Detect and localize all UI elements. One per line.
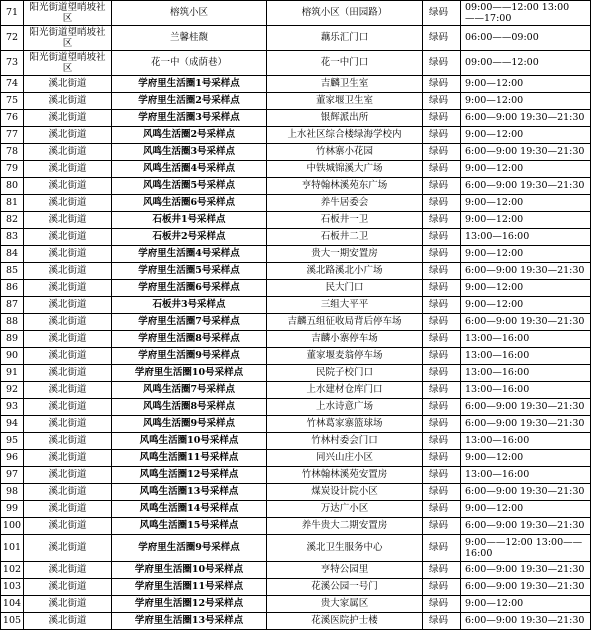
- time-cell: 9:00—12:00: [461, 195, 591, 212]
- health-code-cell: 绿码: [423, 195, 461, 212]
- row-number: 76: [1, 110, 24, 127]
- row-number: 94: [1, 416, 24, 433]
- site-cell: 学府里生活圈10号采样点: [112, 562, 267, 579]
- location-cell: 银辉派出所: [267, 110, 423, 127]
- table-row: [1, 297, 591, 314]
- site-cell: 风鸣生活圈3号采样点: [112, 144, 267, 161]
- location-cell: 上水建材仓库门口: [267, 382, 423, 399]
- site-cell: 榕筑小区: [112, 1, 267, 26]
- site-cell: 学府里生活圈11号采样点: [112, 579, 267, 596]
- time-cell: 6:00—9:00 19:30—21:30: [461, 263, 591, 280]
- site-cell: 风鸣生活圈5号采样点: [112, 178, 267, 195]
- location-cell: 亨特翰林溪苑东广场: [267, 178, 423, 195]
- time-cell: 13:00—16:00: [461, 365, 591, 382]
- location-cell: 吉麟五组征收局背后停车场: [267, 314, 423, 331]
- street-cell: 溪北街道: [24, 76, 112, 93]
- table-row: [1, 263, 591, 280]
- time-cell: 6:00—9:00 19:30—21:30: [461, 562, 591, 579]
- site-cell: 学府里生活圈7号采样点: [112, 314, 267, 331]
- location-cell: 竹林葛家寨篮球场: [267, 416, 423, 433]
- site-cell: 学府里生活圈1号采样点: [112, 76, 267, 93]
- row-number: 90: [1, 348, 24, 365]
- table-row: [1, 467, 591, 484]
- street-cell: 溪北街道: [24, 613, 112, 630]
- health-code-cell: 绿码: [423, 1, 461, 26]
- time-cell: 13:00—16:00: [461, 331, 591, 348]
- street-cell: 溪北街道: [24, 579, 112, 596]
- time-cell: 9:00—12:00: [461, 93, 591, 110]
- site-cell: 风鸣生活圈14号采样点: [112, 501, 267, 518]
- street-cell: 溪北街道: [24, 433, 112, 450]
- site-cell: 学府里生活圈12号采样点: [112, 596, 267, 613]
- time-cell: 09:00——12:00: [461, 51, 591, 76]
- site-cell: 兰馨桂馥: [112, 26, 267, 51]
- table-row: [1, 26, 591, 51]
- time-cell: 13:00—16:00: [461, 467, 591, 484]
- time-cell: 9:00—12:00: [461, 76, 591, 93]
- row-number: 81: [1, 195, 24, 212]
- site-cell: 学府里生活圈9号采样点: [112, 348, 267, 365]
- street-cell: 溪北街道: [24, 450, 112, 467]
- location-cell: 花溪医院护士楼: [267, 613, 423, 630]
- row-number: 85: [1, 263, 24, 280]
- row-number: 105: [1, 613, 24, 630]
- table-row: [1, 562, 591, 579]
- row-number: 78: [1, 144, 24, 161]
- street-cell: 溪北街道: [24, 596, 112, 613]
- location-cell: 藕乐汇门口: [267, 26, 423, 51]
- health-code-cell: 绿码: [423, 178, 461, 195]
- time-cell: 6:00—9:00 19:30—21:30: [461, 144, 591, 161]
- time-cell: 13:00—16:00: [461, 229, 591, 246]
- location-cell: 民院子校门口: [267, 365, 423, 382]
- location-cell: 花一中门口: [267, 51, 423, 76]
- health-code-cell: 绿码: [423, 382, 461, 399]
- table-row: [1, 331, 591, 348]
- row-number: 84: [1, 246, 24, 263]
- location-cell: 吉麟小寨停车场: [267, 331, 423, 348]
- street-cell: 溪北街道: [24, 93, 112, 110]
- street-cell: 溪北街道: [24, 110, 112, 127]
- time-cell: 6:00—9:00 19:30—21:30: [461, 484, 591, 501]
- street-cell: 溪北街道: [24, 246, 112, 263]
- table-row: [1, 195, 591, 212]
- street-cell: 溪北街道: [24, 280, 112, 297]
- site-cell: 石板井2号采样点: [112, 229, 267, 246]
- table-row: [1, 127, 591, 144]
- site-cell: 风鸣生活圈2号采样点: [112, 127, 267, 144]
- site-cell: 学府里生活圈2号采样点: [112, 93, 267, 110]
- time-cell: 9:00—12:00: [461, 127, 591, 144]
- table-row: [1, 416, 591, 433]
- location-cell: 花溪公园一号门: [267, 579, 423, 596]
- health-code-cell: 绿码: [423, 161, 461, 178]
- location-cell: 同兴山庄小区: [267, 450, 423, 467]
- row-number: 77: [1, 127, 24, 144]
- street-cell: 溪北街道: [24, 518, 112, 535]
- row-number: 73: [1, 51, 24, 76]
- row-number: 95: [1, 433, 24, 450]
- street-cell: 阳光街道望哨坡社区: [24, 1, 112, 26]
- row-number: 82: [1, 212, 24, 229]
- row-number: 71: [1, 1, 24, 26]
- health-code-cell: 绿码: [423, 51, 461, 76]
- site-cell: 风鸣生活圈15号采样点: [112, 518, 267, 535]
- row-number: 86: [1, 280, 24, 297]
- row-number: 93: [1, 399, 24, 416]
- row-number: 87: [1, 297, 24, 314]
- street-cell: 溪北街道: [24, 127, 112, 144]
- location-cell: 榕筑小区（田园路）: [267, 1, 423, 26]
- row-number: 104: [1, 596, 24, 613]
- time-cell: 13:00—16:00: [461, 382, 591, 399]
- street-cell: 溪北街道: [24, 178, 112, 195]
- health-code-cell: 绿码: [423, 416, 461, 433]
- row-number: 83: [1, 229, 24, 246]
- table-row: [1, 535, 591, 562]
- location-cell: 董家堰麦翁停车场: [267, 348, 423, 365]
- row-number: 97: [1, 467, 24, 484]
- site-cell: 风鸣生活圈10号采样点: [112, 433, 267, 450]
- health-code-cell: 绿码: [423, 314, 461, 331]
- time-cell: 9:00——12:00 13:00—— 16:00: [461, 535, 591, 562]
- health-code-cell: 绿码: [423, 433, 461, 450]
- table-row: [1, 144, 591, 161]
- street-cell: 阳光街道望哨坡社区: [24, 26, 112, 51]
- time-cell: 09:00——12:00 13:00——17:00: [461, 1, 591, 26]
- street-cell: 溪北街道: [24, 382, 112, 399]
- site-cell: 学府里生活圈3号采样点: [112, 110, 267, 127]
- street-cell: 溪北街道: [24, 314, 112, 331]
- location-cell: 民大门口: [267, 280, 423, 297]
- street-cell: 溪北街道: [24, 144, 112, 161]
- site-cell: 风鸣生活圈6号采样点: [112, 195, 267, 212]
- location-cell: 溪北卫生服务中心: [267, 535, 423, 562]
- table-row: [1, 178, 591, 195]
- time-cell: 9:00—12:00: [461, 297, 591, 314]
- street-cell: 溪北街道: [24, 297, 112, 314]
- site-cell: 学府里生活圈13号采样点: [112, 613, 267, 630]
- health-code-cell: 绿码: [423, 110, 461, 127]
- table-row: [1, 596, 591, 613]
- table-row: [1, 399, 591, 416]
- location-cell: 亨特公园里: [267, 562, 423, 579]
- health-code-cell: 绿码: [423, 467, 461, 484]
- street-cell: 溪北街道: [24, 416, 112, 433]
- time-cell: 6:00—9:00 19:30—21:30: [461, 178, 591, 195]
- street-cell: 溪北街道: [24, 263, 112, 280]
- location-cell: 煤炭设计院小区: [267, 484, 423, 501]
- site-cell: 风鸣生活圈8号采样点: [112, 399, 267, 416]
- street-cell: 溪北街道: [24, 331, 112, 348]
- health-code-cell: 绿码: [423, 144, 461, 161]
- street-cell: 溪北街道: [24, 562, 112, 579]
- site-cell: 学府里生活圈4号采样点: [112, 246, 267, 263]
- row-number: 89: [1, 331, 24, 348]
- street-cell: 阳光街道望哨坡社区: [24, 51, 112, 76]
- health-code-cell: 绿码: [423, 518, 461, 535]
- location-cell: 石板井二卫: [267, 229, 423, 246]
- health-code-cell: 绿码: [423, 93, 461, 110]
- site-cell: 石板井3号采样点: [112, 297, 267, 314]
- site-cell: 风鸣生活圈12号采样点: [112, 467, 267, 484]
- street-cell: 溪北街道: [24, 467, 112, 484]
- location-cell: 竹林寨小花园: [267, 144, 423, 161]
- time-cell: 9:00—12:00: [461, 450, 591, 467]
- table-row: [1, 484, 591, 501]
- row-number: 75: [1, 93, 24, 110]
- table-row: [1, 51, 591, 76]
- table-row: [1, 161, 591, 178]
- street-cell: 溪北街道: [24, 365, 112, 382]
- table-row: [1, 382, 591, 399]
- street-cell: 溪北街道: [24, 535, 112, 562]
- table-row: [1, 348, 591, 365]
- time-cell: 6:00—9:00 19:30—21:30: [461, 399, 591, 416]
- table-row: [1, 579, 591, 596]
- time-cell: 9:00—12:00: [461, 596, 591, 613]
- street-cell: 溪北街道: [24, 348, 112, 365]
- location-cell: 贵大一期安置房: [267, 246, 423, 263]
- table-row: [1, 518, 591, 535]
- row-number: 88: [1, 314, 24, 331]
- health-code-cell: 绿码: [423, 229, 461, 246]
- location-cell: 董家堰卫生室: [267, 93, 423, 110]
- time-cell: 13:00—16:00: [461, 433, 591, 450]
- location-cell: 上水社区综合楼绿海学校内: [267, 127, 423, 144]
- location-cell: 石板井一卫: [267, 212, 423, 229]
- site-cell: 学府里生活圈6号采样点: [112, 280, 267, 297]
- site-cell: 风鸣生活圈11号采样点: [112, 450, 267, 467]
- site-cell: 学府里生活圈9号采样点: [112, 535, 267, 562]
- health-code-cell: 绿码: [423, 263, 461, 280]
- time-cell: 6:00—9:00 19:30—21:30: [461, 416, 591, 433]
- location-cell: 养牛居委会: [267, 195, 423, 212]
- health-code-cell: 绿码: [423, 246, 461, 263]
- location-cell: 三组大平平: [267, 297, 423, 314]
- health-code-cell: 绿码: [423, 127, 461, 144]
- time-cell: 6:00—9:00 19:30—21:30: [461, 110, 591, 127]
- time-cell: 9:00—12:00: [461, 212, 591, 229]
- location-cell: 竹林村委会门口: [267, 433, 423, 450]
- location-cell: 竹林翰林溪苑安置房: [267, 467, 423, 484]
- health-code-cell: 绿码: [423, 484, 461, 501]
- location-cell: 贵大家属区: [267, 596, 423, 613]
- health-code-cell: 绿码: [423, 399, 461, 416]
- street-cell: 溪北街道: [24, 212, 112, 229]
- street-cell: 溪北街道: [24, 399, 112, 416]
- table-row: [1, 110, 591, 127]
- row-number: 101: [1, 535, 24, 562]
- health-code-cell: 绿码: [423, 613, 461, 630]
- site-cell: 石板井1号采样点: [112, 212, 267, 229]
- health-code-cell: 绿码: [423, 331, 461, 348]
- table-row: [1, 365, 591, 382]
- health-code-cell: 绿码: [423, 76, 461, 93]
- row-number: 103: [1, 579, 24, 596]
- row-number: 80: [1, 178, 24, 195]
- time-cell: 9:00—12:00: [461, 246, 591, 263]
- health-code-cell: 绿码: [423, 450, 461, 467]
- street-cell: 溪北街道: [24, 229, 112, 246]
- site-cell: 风鸣生活圈13号采样点: [112, 484, 267, 501]
- table-row: [1, 212, 591, 229]
- site-cell: 风鸣生活圈4号采样点: [112, 161, 267, 178]
- row-number: 100: [1, 518, 24, 535]
- health-code-cell: 绿码: [423, 365, 461, 382]
- row-number: 96: [1, 450, 24, 467]
- time-cell: 13:00—16:00: [461, 348, 591, 365]
- table-row: [1, 76, 591, 93]
- table-row: [1, 613, 591, 630]
- street-cell: 溪北街道: [24, 195, 112, 212]
- table-row: [1, 246, 591, 263]
- time-cell: 6:00—9:00 19:30—21:30: [461, 314, 591, 331]
- time-cell: 6:00—9:00 19:30—21:30: [461, 579, 591, 596]
- site-cell: 学府里生活圈8号采样点: [112, 331, 267, 348]
- health-code-cell: 绿码: [423, 562, 461, 579]
- location-cell: 养牛贵大二期安置房: [267, 518, 423, 535]
- health-code-cell: 绿码: [423, 280, 461, 297]
- row-number: 99: [1, 501, 24, 518]
- health-code-cell: 绿码: [423, 212, 461, 229]
- location-cell: 溪北路溪北小广场: [267, 263, 423, 280]
- table-row: [1, 433, 591, 450]
- table-row: [1, 1, 591, 26]
- time-cell: 9:00—12:00: [461, 161, 591, 178]
- table-row: [1, 280, 591, 297]
- site-cell: 风鸣生活圈9号采样点: [112, 416, 267, 433]
- table-row: [1, 450, 591, 467]
- health-code-cell: 绿码: [423, 26, 461, 51]
- row-number: 79: [1, 161, 24, 178]
- health-code-cell: 绿码: [423, 535, 461, 562]
- site-cell: 学府里生活圈10号采样点: [112, 365, 267, 382]
- street-cell: 溪北街道: [24, 484, 112, 501]
- health-code-cell: 绿码: [423, 297, 461, 314]
- time-cell: 9:00—12:00: [461, 280, 591, 297]
- health-code-cell: 绿码: [423, 596, 461, 613]
- location-cell: 中铁城锦溪大广场: [267, 161, 423, 178]
- table-row: [1, 314, 591, 331]
- health-code-cell: 绿码: [423, 348, 461, 365]
- street-cell: 溪北街道: [24, 501, 112, 518]
- time-cell: 9:00—12:00: [461, 501, 591, 518]
- location-cell: 万达广小区: [267, 501, 423, 518]
- site-cell: 学府里生活圈5号采样点: [112, 263, 267, 280]
- time-cell: 06:00——09:00: [461, 26, 591, 51]
- row-number: 72: [1, 26, 24, 51]
- health-code-cell: 绿码: [423, 579, 461, 596]
- table-row: [1, 93, 591, 110]
- row-number: 74: [1, 76, 24, 93]
- row-number: 98: [1, 484, 24, 501]
- site-cell: 花一中（成荫巷）: [112, 51, 267, 76]
- row-number: 92: [1, 382, 24, 399]
- row-number: 91: [1, 365, 24, 382]
- time-cell: 6:00—9:00 19:30—21:30: [461, 613, 591, 630]
- street-cell: 溪北街道: [24, 161, 112, 178]
- site-cell: 风鸣生活圈7号采样点: [112, 382, 267, 399]
- location-cell: 上水诗意广场: [267, 399, 423, 416]
- time-cell: 6:00—9:00 19:30—21:30: [461, 518, 591, 535]
- table-row: [1, 501, 591, 518]
- row-number: 102: [1, 562, 24, 579]
- table-row: [1, 229, 591, 246]
- location-cell: 吉麟卫生室: [267, 76, 423, 93]
- table-body: [1, 1, 591, 630]
- health-code-cell: 绿码: [423, 501, 461, 518]
